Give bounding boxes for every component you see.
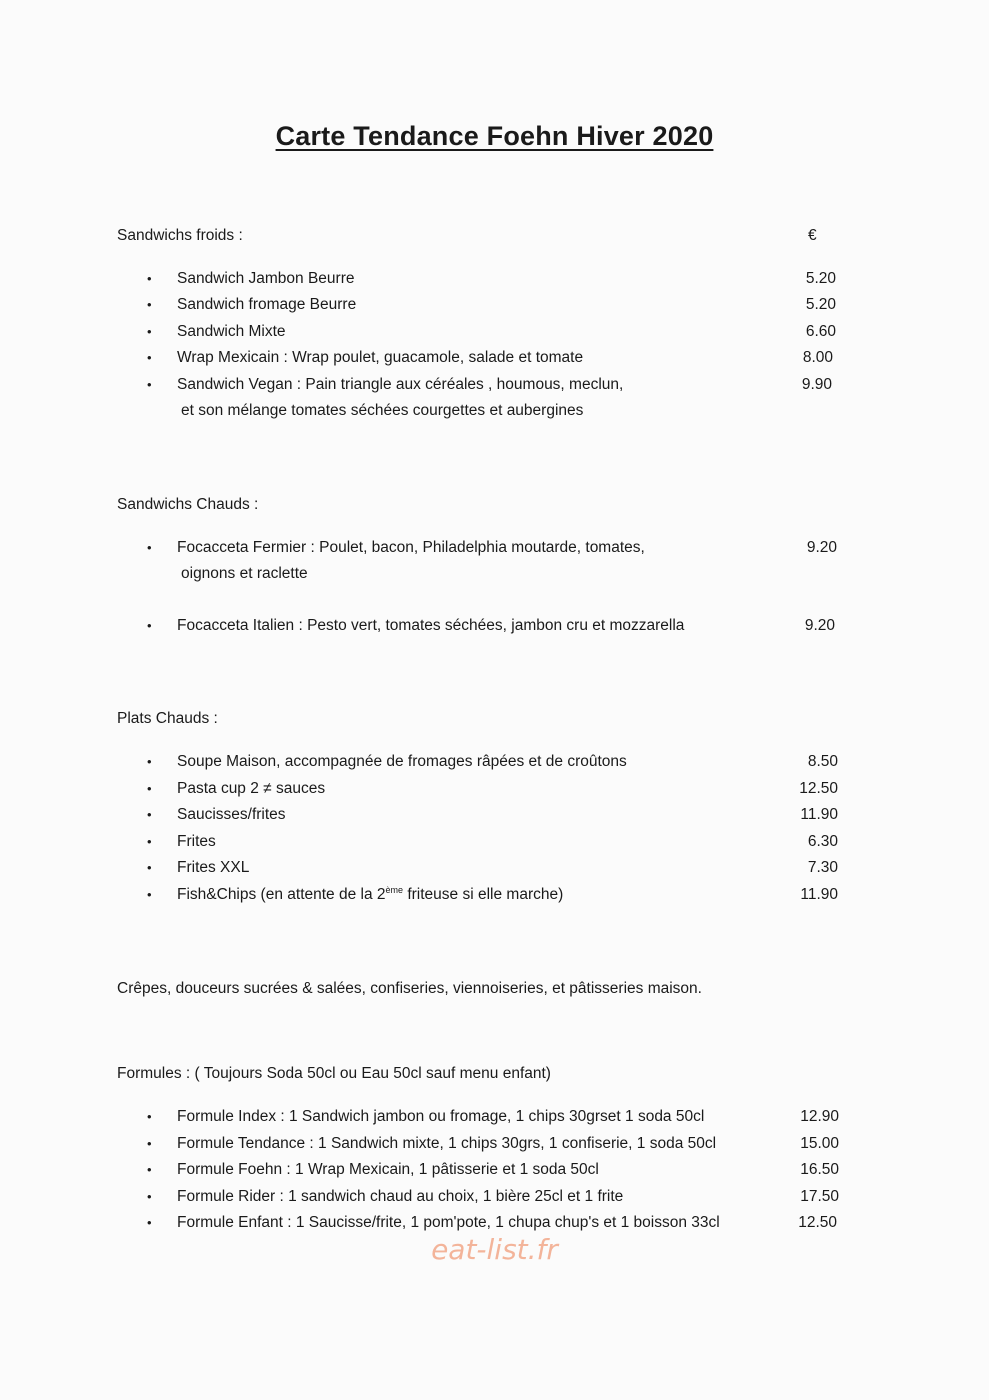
- menu-item-price: 5.20: [805, 270, 836, 287]
- bullet-icon: •: [147, 1162, 152, 1177]
- bullet-icon: •: [147, 754, 152, 769]
- section-heading-formules: Formules : ( Toujours Soda 50cl ou Eau 50cl sauf menu enfant): [117, 1065, 551, 1082]
- menu-item-price: 16.50: [800, 1161, 839, 1178]
- bullet-icon: •: [147, 377, 152, 392]
- superscript-text: ème: [385, 884, 404, 895]
- menu-item-name: Sandwich fromage Beurre: [177, 296, 357, 313]
- menu-item-name: Sandwich Jambon Beurre: [177, 270, 355, 287]
- menu-item-name: Formule Tendance : 1 Sandwich mixte, 1 chips 30grs, 1 confiserie, 1 soda 50cl: [177, 1135, 717, 1152]
- currency-label: €: [808, 227, 817, 244]
- menu-item-price: 8.50: [807, 753, 838, 770]
- bullet-icon: •: [147, 887, 152, 902]
- menu-item-name: Frites: [177, 833, 216, 850]
- menu-item-price: 11.90: [800, 806, 838, 823]
- menu-item-name: Focacceta Fermier : Poulet, bacon, Philadelphia moutarde, tomates,: [177, 539, 645, 556]
- menu-item-name: Sandwich Mixte: [177, 323, 286, 340]
- bullet-icon: •: [147, 1189, 152, 1204]
- bullet-icon: •: [147, 807, 152, 822]
- menu-item-name: Pasta cup 2 ≠ sauces: [177, 780, 326, 797]
- page-title: Carte Tendance Foehn Hiver 2020: [275, 121, 714, 151]
- menu-item-price: 6.60: [805, 323, 836, 340]
- menu-item-price: 12.90: [800, 1108, 839, 1125]
- section-heading-plats-chauds: Plats Chauds :: [117, 710, 218, 727]
- bullet-icon: •: [147, 1136, 152, 1151]
- menu-item-name: Focacceta Italien : Pesto vert, tomates séchées, jambon cru et mozzarella: [177, 617, 685, 634]
- menu-item-name-part: Fish&Chips (en attente de la 2: [177, 886, 386, 903]
- menu-item-description: et son mélange tomates séchées courgettes et aubergines: [181, 402, 584, 419]
- menu-item-name: Formule Index : 1 Sandwich jambon ou fromage, 1 chips 30grset 1 soda 50cl: [177, 1108, 705, 1125]
- menu-item-name: [177, 885, 563, 905]
- bullet-icon: •: [147, 350, 152, 365]
- menu-item-name: Saucisses/frites: [177, 806, 286, 823]
- bullet-icon: •: [147, 618, 152, 633]
- menu-item-name: Frites XXL: [177, 859, 250, 876]
- bullet-icon: •: [147, 1215, 152, 1230]
- menu-item-price: 7.30: [807, 859, 838, 876]
- section-heading-sandwichs-froids: Sandwichs froids :: [117, 227, 243, 244]
- bullet-icon: •: [147, 781, 152, 796]
- menu-item-price: 9.20: [806, 539, 837, 556]
- menu-item-price: 12.50: [798, 1214, 837, 1231]
- menu-item-name: Formule Rider : 1 sandwich chaud au choix, 1 bière 25cl et 1 frite: [177, 1188, 624, 1205]
- menu-item-name: Sandwich Vegan : Pain triangle aux céréales , houmous, meclun,: [177, 376, 624, 393]
- menu-item-price: 12.50: [799, 780, 838, 797]
- bullet-icon: •: [147, 860, 152, 875]
- menu-item-price: 9.90: [801, 376, 832, 393]
- menu-item-price: 15.00: [800, 1135, 839, 1152]
- watermark-text: eat-list.fr: [431, 1233, 558, 1266]
- menu-item-price: 5.20: [805, 296, 836, 313]
- bullet-icon: •: [147, 324, 152, 339]
- menu-item-price: 8.00: [802, 349, 833, 366]
- menu-item-price: 17.50: [800, 1188, 839, 1205]
- menu-item-name: Formule Foehn : 1 Wrap Mexicain, 1 pâtisserie et 1 soda 50cl: [177, 1161, 599, 1178]
- crepes-line: Crêpes, douceurs sucrées & salées, confiseries, viennoiseries, et pâtisseries maison.: [117, 980, 702, 997]
- bullet-icon: •: [147, 834, 152, 849]
- section-heading-sandwichs-chauds: Sandwichs Chauds :: [117, 496, 259, 513]
- bullet-icon: •: [147, 297, 152, 312]
- menu-item-name: Soupe Maison, accompagnée de fromages râpées et de croûtons: [177, 753, 627, 770]
- menu-item-name: Formule Enfant : 1 Saucisse/frite, 1 pom'pote, 1 chupa chup's et 1 boisson 33cl: [177, 1214, 720, 1231]
- menu-item-price: 9.20: [804, 617, 835, 634]
- menu-item-price: 6.30: [807, 833, 838, 850]
- bullet-icon: •: [147, 540, 152, 555]
- bullet-icon: •: [147, 271, 152, 286]
- bullet-icon: •: [147, 1109, 152, 1124]
- menu-item-name: Wrap Mexicain : Wrap poulet, guacamole, salade et tomate: [177, 349, 584, 366]
- menu-item-price: 11.90: [800, 886, 838, 903]
- menu-item-name-part: friteuse si elle marche): [403, 886, 564, 903]
- menu-item-description: oignons et raclette: [181, 565, 308, 582]
